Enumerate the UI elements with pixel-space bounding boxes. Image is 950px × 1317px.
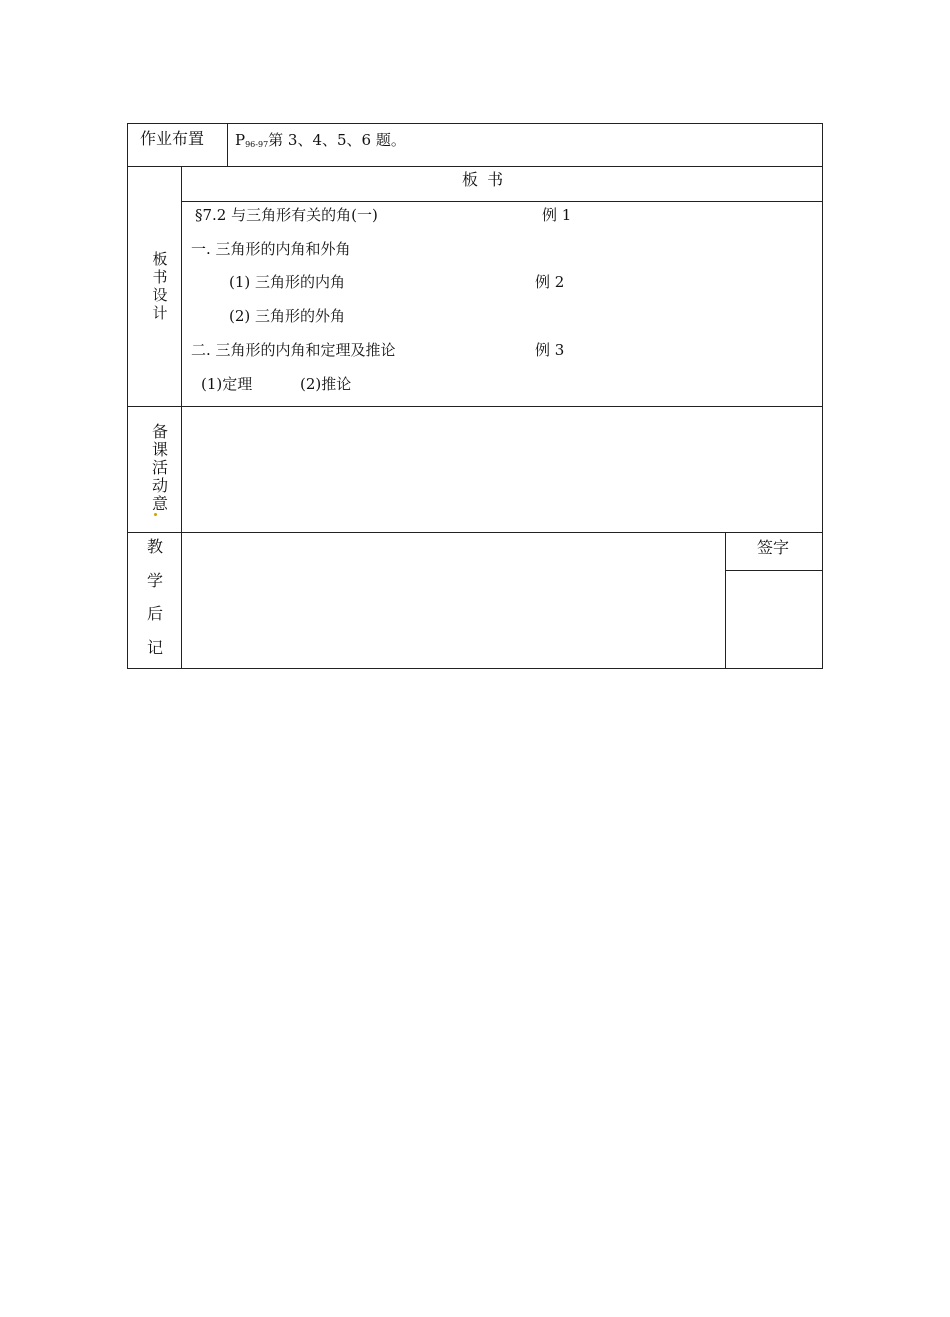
notes-side-char-1: 教 xyxy=(146,537,163,556)
board-line-6: (1)定理 xyxy=(201,375,253,393)
page-range: 96-97 xyxy=(245,140,269,149)
prep-side-char-5: 意 xyxy=(151,494,168,513)
board-side-char-3: 设 xyxy=(152,286,168,304)
board-line-1-example: 例 1 xyxy=(542,206,572,224)
board-side-char-4: 计 xyxy=(152,304,168,322)
board-side-char-2: 书 xyxy=(152,268,168,286)
prep-side-char-3: 活 xyxy=(151,458,168,477)
notes-side-char-2: 学 xyxy=(146,571,163,590)
homework-row xyxy=(127,123,823,167)
board-line-1: §7.2 与三角形有关的角(一) xyxy=(195,206,378,224)
homework-label: 作业布置 xyxy=(140,129,205,148)
prep-side-char-4: 动 xyxy=(151,476,168,495)
notes-side-char-4: 记 xyxy=(146,638,163,657)
prep-section xyxy=(127,406,823,533)
board-side-char-1: 板 xyxy=(152,250,168,268)
board-line-3: (1) 三角形的内角 xyxy=(229,273,346,291)
board-line-2: 一. 三角形的内角和外角 xyxy=(191,240,351,258)
sign-label: 签字 xyxy=(757,538,790,557)
prep-side-char-1: 备 xyxy=(151,422,168,441)
notes-section xyxy=(127,532,823,669)
page-prefix: P xyxy=(235,131,246,149)
board-line-5: 二. 三角形的内角和定理及推论 xyxy=(191,341,396,359)
board-line-4: (2) 三角形的外角 xyxy=(229,307,346,325)
prep-side-char-2: 课 xyxy=(151,440,168,459)
homework-content xyxy=(235,131,406,154)
board-line-3-example: 例 2 xyxy=(535,273,565,291)
prep-marker-dot xyxy=(154,513,157,516)
homework-text: 第 3、4、5、6 题。 xyxy=(268,131,406,149)
board-header: 板 书 xyxy=(462,170,506,189)
notes-side-char-3: 后 xyxy=(146,604,163,623)
board-line-5-example: 例 3 xyxy=(535,341,565,359)
board-line-6-b: (2)推论 xyxy=(300,375,352,393)
